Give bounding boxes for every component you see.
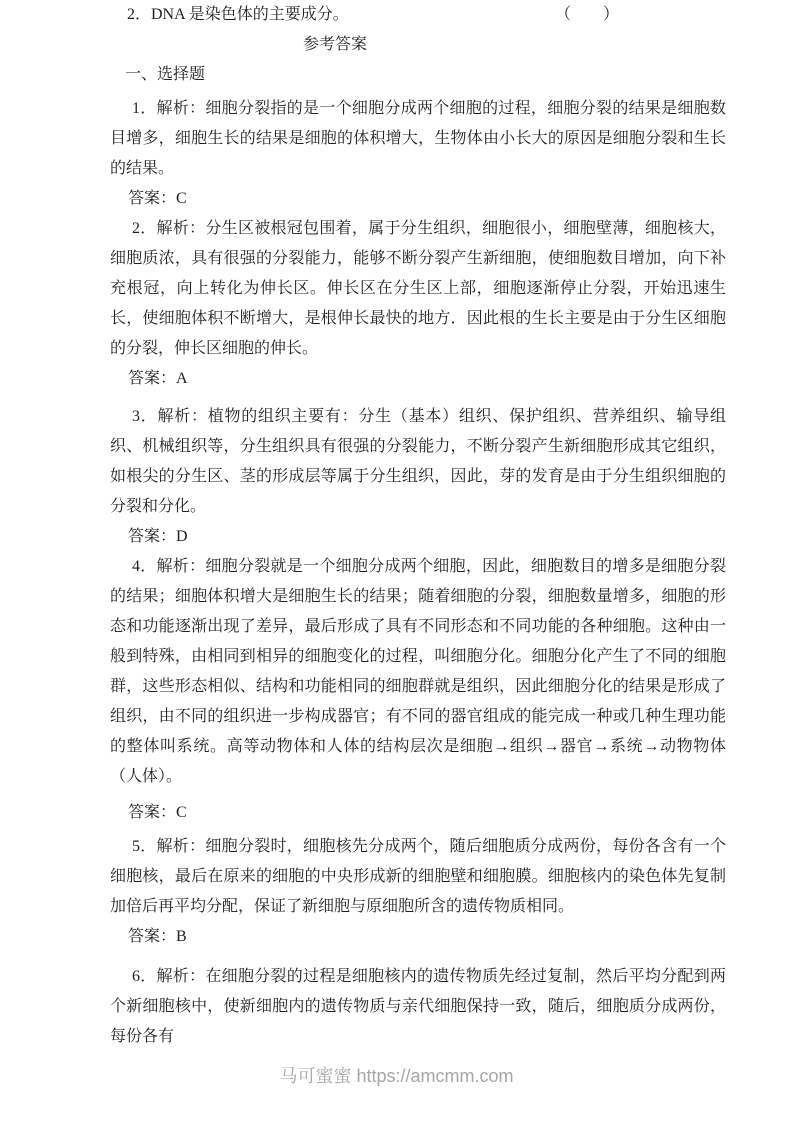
item-analysis-text: 4．解析：细胞分裂就是一个细胞分成两个细胞，因此，细胞数目的增多是细胞分裂的结果；细胞体积增大是细胞生长的结果；随着细胞的分裂，细胞数量增多，细胞的形态和功能逐渐出现了差异，最后形成了具有不同形态和不同功能的各种细胞。这种由一般到特殊，由相同到相异的细胞变化的过程，叫细胞分化。细胞分化产生了不同的细胞群，这些形态相似、结构和功能相同的细胞群就是组织，因此细胞分化的结果是形成了组织，由不同的组织进一步构成器官；有不同的器官组成的能完成一种或几种生理功能的整体叫系统。高等动物体和人体的结构层次是细胞→组织→器官→系统→动物物体（人体）。	[110, 558, 726, 785]
answer-item	[110, 402, 726, 552]
item-analysis-text: 1．解析：细胞分裂指的是一个细胞分成两个细胞的过程，细胞分裂的结果是细胞数目增多，细胞生长的结果是细胞的体积增大，生物体由小长大的原因是细胞分裂和生长的结果。	[110, 100, 726, 177]
answer-item	[110, 962, 726, 1052]
answers-title: 参考答案	[303, 36, 368, 53]
answer-item	[110, 214, 726, 394]
answer-item	[110, 94, 726, 214]
question-line	[110, 0, 726, 30]
document-body	[110, 0, 726, 1052]
item-analysis-text: 6．解析：在细胞分裂的过程是细胞核内的遗传物质先经过复制，然后平均分配到两个新细胞核中，使新细胞内的遗传物质与亲代细胞保持一致，随后，细胞质分成两份，每份各有	[110, 968, 726, 1045]
watermark-footer: 马可蜜蜜 https://amcmm.com	[279, 1066, 514, 1086]
section-heading: 一、选择题	[125, 66, 206, 83]
item-analysis-text: 2．解析：分生区被根冠包围着，属于分生组织，细胞很小，细胞壁薄，细胞核大，细胞质浓，具有很强的分裂能力，能够不断分裂产生新细胞，使细胞数目增加，向下补充根冠，向上转化为伸长区。伸长区在分生区上部，细胞逐渐停止分裂，开始迅速生长，使细胞体积不断增大，是根伸长最快的地方．因此根的生长主要是由于分生区细胞的分裂，伸长区细胞的伸长。	[110, 220, 726, 357]
answer-item	[110, 832, 726, 952]
item-analysis-text: 3．解析：植物的组织主要有：分生（基本）组织、保护组织、营养组织、输导组织、机械组织等，分生组织具有很强的分裂能力，不断分裂产生新细胞形成其它组织，如根尖的分生区、茎的形成层等属于分生组织，因此，芽的发育是由于分生组织细胞的分裂和分化。	[110, 408, 726, 515]
item-analysis-text: 5．解析：细胞分裂时，细胞核先分成两个，随后细胞质分成两份，每份各含有一个细胞核，最后在原来的细胞的中央形成新的细胞壁和细胞膜。细胞核内的染色体先复制加倍后再平均分配，保证了新细胞与原细胞所含的遗传物质相同。	[110, 838, 726, 915]
item-answer-text: 答案：A	[128, 370, 188, 387]
question-statement: 2．DNA 是染色体的主要成分。	[127, 6, 349, 23]
item-answer-text: 答案：D	[128, 528, 188, 545]
answer-items-list	[110, 94, 726, 1052]
answer-item	[110, 552, 726, 828]
answer-brackets: （ ）	[555, 6, 620, 23]
item-answer-text: 答案：C	[128, 190, 187, 207]
item-answer-text: 答案：C	[128, 804, 187, 821]
item-answer-text: 答案：B	[128, 928, 187, 945]
